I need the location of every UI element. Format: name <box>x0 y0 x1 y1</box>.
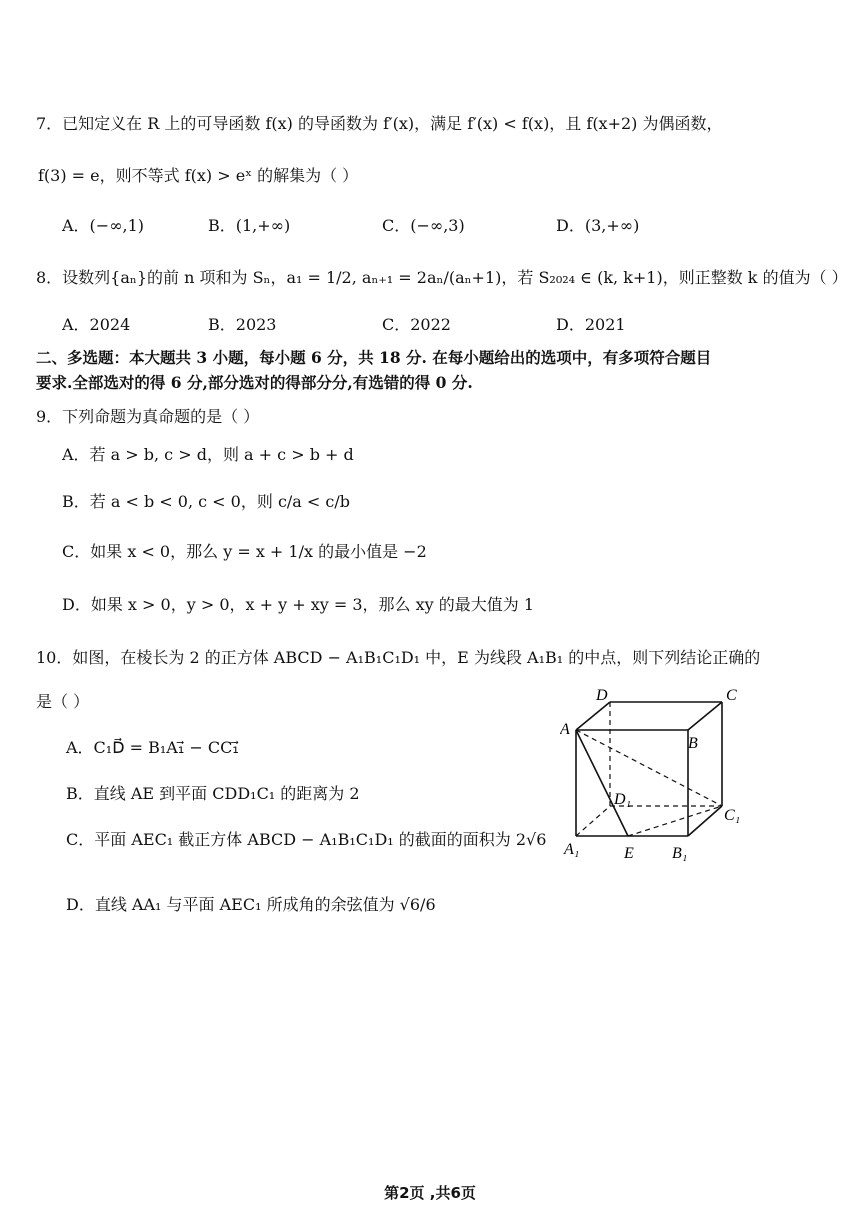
q8-option-c: C．2022 <box>382 315 451 334</box>
section2-heading-line1: 二、多选题：本大题共 3 小题，每小题 6 分，共 18 分. 在每小题给出的选项中，有多项符合题目 <box>36 348 712 367</box>
label-A: A <box>560 721 570 738</box>
q8-option-d: D．2021 <box>556 315 626 334</box>
q7-option-c: C．(−∞,3) <box>382 216 465 235</box>
q10-line2: 是（ ） <box>36 692 90 711</box>
q8-option-b: B．2023 <box>208 315 277 334</box>
cube-figure <box>560 686 760 866</box>
q10-line1: 10．如图，在棱长为 2 的正方体 ABCD − A₁B₁C₁D₁ 中，E 为线段 A₁B₁ 的中点，则下列结论正确的 <box>36 648 761 667</box>
q9-stem: 9．下列命题为真命题的是（ ） <box>36 407 260 426</box>
q7-option-d: D．(3,+∞) <box>556 216 640 235</box>
label-B: B <box>688 735 698 752</box>
label-C1: C₁ <box>724 807 741 824</box>
q8-line1: 8．设数列{aₙ}的前 n 项和为 Sₙ，a₁ = 1/2, aₙ₊₁ = 2aₙ/(aₙ+1)，若 S₂₀₂₄ ∈ (k, k+1)，则正整数 k 的值为（ ） <box>36 268 848 287</box>
label-D1: D₁ <box>614 791 632 808</box>
q7-line2: f(3) = e，则不等式 f(x) > eˣ 的解集为（ ） <box>38 166 359 185</box>
q10-option-a: A．C₁D⃗ = B₁A₁⃗ − CC₁⃗ <box>66 738 239 757</box>
q8-option-a: A．2024 <box>62 315 131 334</box>
q10-option-c: C．平面 AEC₁ 截正方体 ABCD − A₁B₁C₁D₁ 的截面的面积为 2√6 <box>66 830 547 849</box>
page-footer: 第2页 ,共6页 <box>384 1184 476 1202</box>
label-E: E <box>624 845 634 862</box>
q7-line1: 7．已知定义在 R 上的可导函数 f(x) 的导函数为 f′(x)，满足 f′(x) < f(x)，且 f(x+2) 为偶函数， <box>36 114 723 133</box>
q9-option-a: A．若 a > b, c > d，则 a + c > b + d <box>62 445 354 464</box>
section2-heading-line2: 要求.全部选对的得 6 分,部分选对的得部分分,有选错的得 0 分. <box>36 373 473 392</box>
q9-option-c: C．如果 x < 0，那么 y = x + 1/x 的最小值是 −2 <box>62 542 427 561</box>
q7-option-b: B．(1,+∞) <box>208 216 291 235</box>
q10-option-b: B．直线 AE 到平面 CDD₁C₁ 的距离为 2 <box>66 784 360 803</box>
q7-option-a: A．(−∞,1) <box>62 216 145 235</box>
label-C: C <box>726 687 737 704</box>
q10-option-d: D．直线 AA₁ 与平面 AEC₁ 所成角的余弦值为 √6/6 <box>66 895 436 914</box>
q9-option-d: D．如果 x > 0，y > 0，x + y + xy = 3，那么 xy 的最大值为 1 <box>62 595 535 614</box>
label-B1: B₁ <box>672 845 688 862</box>
label-A1: A₁ <box>564 841 580 858</box>
label-D: D <box>596 687 608 704</box>
q9-option-b: B．若 a < b < 0, c < 0，则 c/a < c/b <box>62 492 351 511</box>
